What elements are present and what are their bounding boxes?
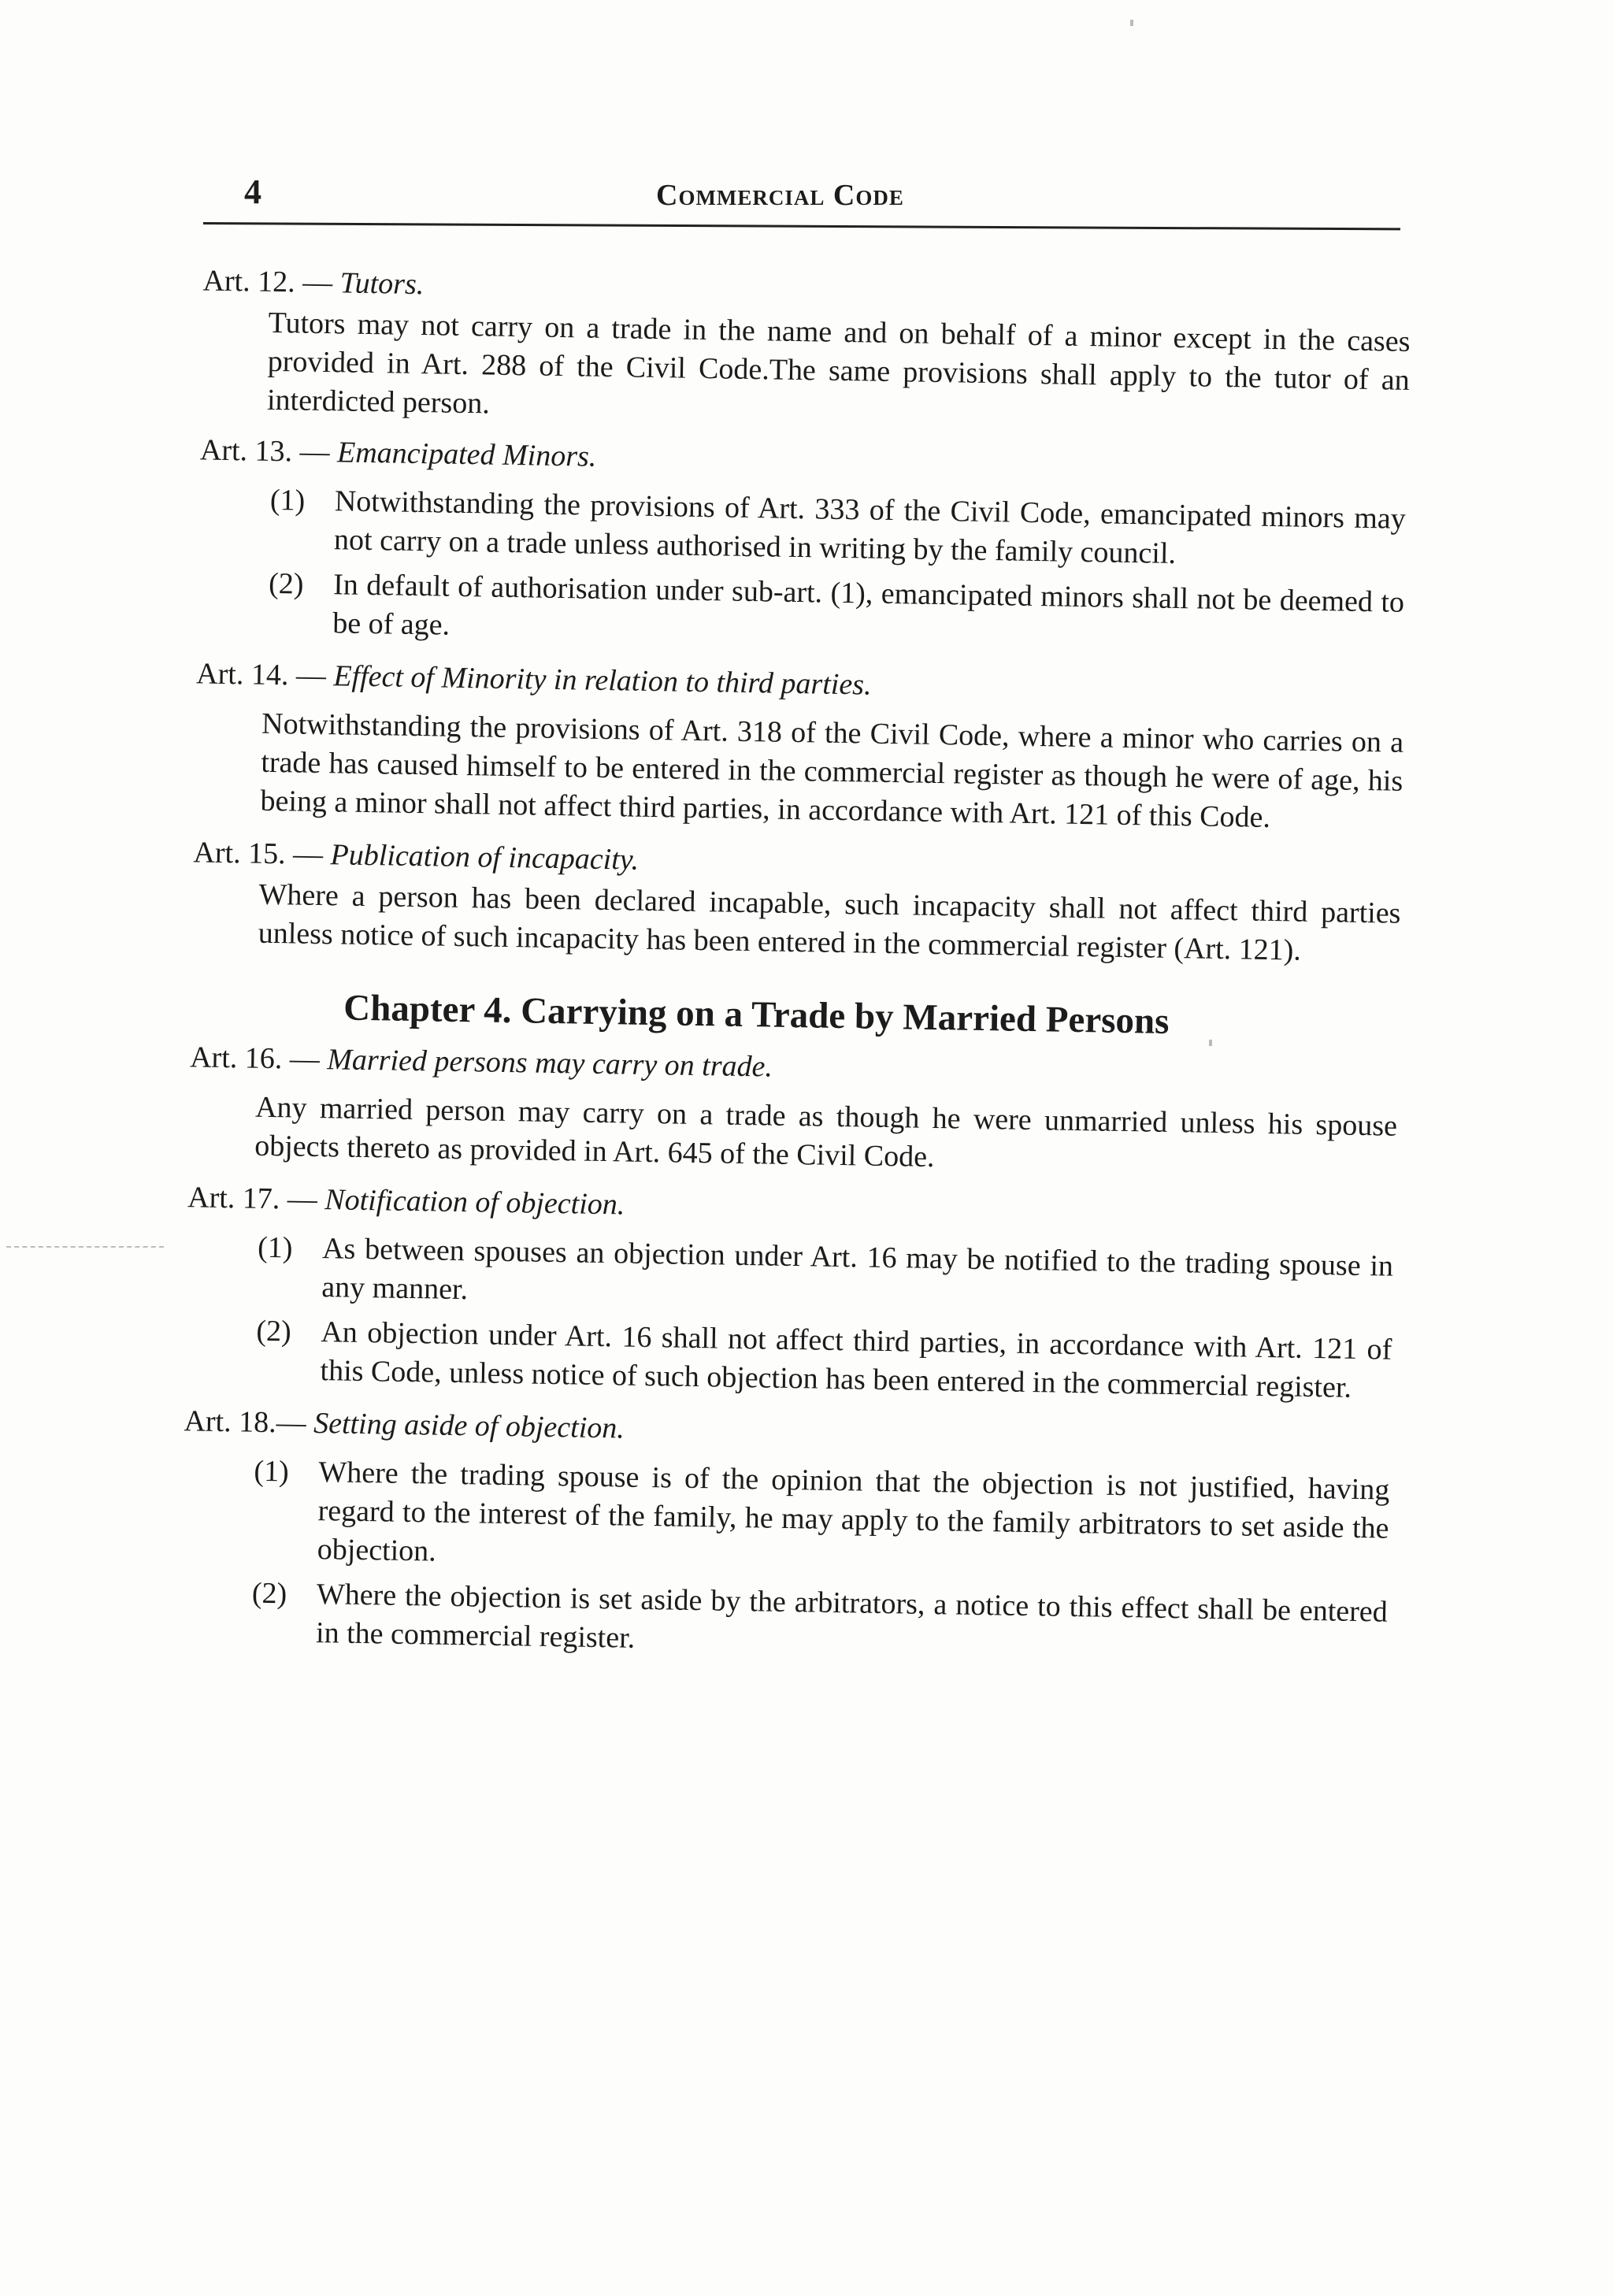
article-title: Married persons may carry on trade. [326,1043,773,1084]
clause [175,563,1404,661]
clause-number: (2) [256,1314,292,1348]
clause-text: Where the objection is set aside by the arbitrators, a notice to this effect shall be entered in the commercial register. [315,1578,1389,1655]
clause-number: (2) [251,1576,287,1611]
article-body: Where a person has been declared incapable, such incapacity shall not affect third parties unless notice of such incapacity has been entered in the commercial register (Art. 121). [258,877,1401,967]
clause-list [162,1227,1393,1408]
article-number: Art. 14. — [195,657,327,693]
article-18 [158,1399,1391,1671]
article-number: Art. 15. — [193,836,324,872]
article-title: Setting aside of objection. [313,1406,625,1445]
clause-text: An objection under Art. 16 shall not affect third parties, in accordance with Art. 121 of this Code, unless notice of such objection has been entered in the commercial register. [320,1315,1392,1404]
clause-number: (2) [268,566,304,601]
article-12 [179,258,1410,439]
clause [158,1573,1388,1671]
article-number: Art. 16. — [189,1040,321,1077]
article-title: Emancipated Minors. [336,436,597,473]
clause-number: (1) [254,1454,290,1489]
clause-number: (1) [269,483,306,517]
article-15 [169,830,1400,972]
scan-artifact-mark [1130,20,1133,26]
clause [164,1227,1393,1325]
clause-list [175,480,1406,661]
page-header [203,172,1400,219]
article-number: Art. 13. — [199,433,330,469]
article-title: Tutors. [339,266,425,302]
scan-artifact-dashes [6,1246,164,1248]
chapter-title: Chapter 4. Carrying on a Trade by Married Persons [343,987,1170,1042]
article-16 [166,1035,1397,1185]
header-rule [203,222,1400,230]
clause-text: Notwithstanding the provisions of Art. 333 of the Civil Code, emancipated minors may not carry on a trade unless authorised in writing by the family council. [333,484,1407,570]
article-number: Art. 18.— [184,1404,307,1440]
clause-text: Where the trading spouse is of the opinion that the objection is not justified, having regard to the interest of the family, he may apply to the family arbitrators to set aside the objection. [317,1456,1390,1568]
clause-text: In default of authorisation under sub-art. (1), emancipated minors shall not be deemed to be of age. [332,568,1405,642]
clause [159,1451,1389,1587]
article-body: Any married person may carry on a trade as though he were unmarried unless his spouse objects thereto as provided in Art. 645 of the Civil Code. [254,1090,1398,1174]
running-title: Commercial Code [656,179,904,212]
article-title: Publication of incapacity. [330,838,640,877]
article-body: Notwithstanding the provisions of Art. 318 of the Civil Code, where a minor who carries on a trade has caused himself to be entered in the commercial register as though he were of age, his being a minor shall not affect third parties, in accordance with Art. 121 of this Code. [260,707,1404,835]
article-title: Effect of Minority in relation to third parties. [333,659,872,702]
clause-list [158,1451,1390,1671]
article-13 [175,428,1407,661]
page-number: 4 [244,172,261,211]
article-number: Art. 17. — [187,1181,318,1217]
article-14 [172,651,1403,840]
clause [176,480,1406,577]
clause [162,1311,1392,1408]
article-number: Art. 12. — [202,264,333,300]
page-body [158,258,1410,1671]
clause-number: (1) [257,1230,293,1265]
article-17 [162,1175,1394,1408]
clause-text: As between spouses an objection under Art. 16 may be notified to the trading spouse in any manner. [321,1232,1394,1307]
article-title: Notification of objection. [324,1183,625,1222]
article-body: Tutors may not carry on a trade in the name and on behalf of a minor except in the cases provided in Art. 288 of the Civil Code.The same provisions shall apply to the tutor of an interdicted person. [266,306,1411,421]
